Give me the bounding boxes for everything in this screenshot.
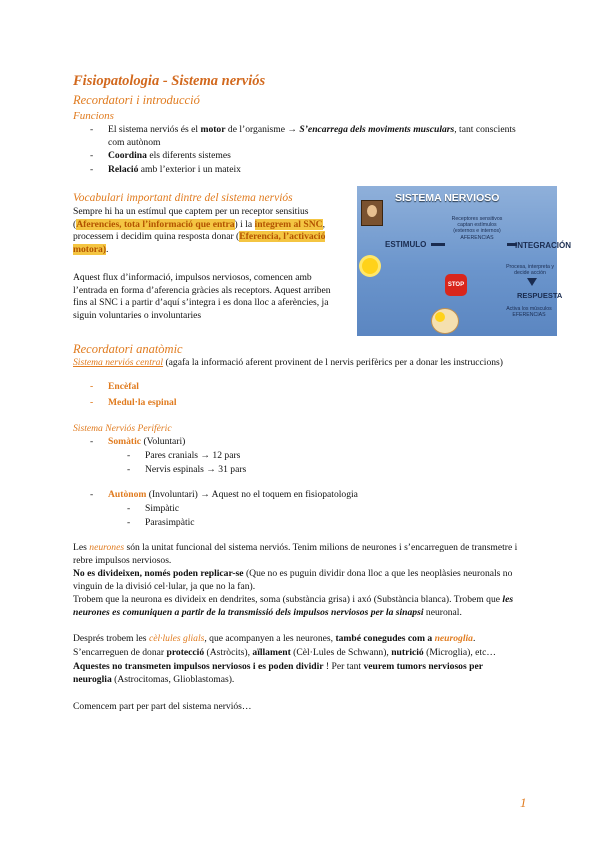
text-run: Sempre hi ha un estímul que captem per un receptor sensitius ( — [73, 206, 309, 230]
diagram-respuesta: RESPUESTA — [517, 291, 563, 300]
text-run: protecció — [166, 647, 205, 658]
neurones-paragraph-2 — [73, 568, 528, 593]
somatic-list — [145, 450, 246, 476]
funcions-item — [108, 124, 528, 149]
text-run: Després trobem les — [73, 633, 149, 644]
autonom-item: - Parasimpàtic — [145, 517, 195, 530]
neuroglia-word: neuroglia — [434, 633, 473, 644]
stop-label: STOP — [447, 282, 465, 288]
diagram-activa: Activa los músculos EFERENCIAS — [506, 306, 552, 319]
snc-list — [108, 381, 177, 409]
text-run: Aquestes no transmeten impulsos nerviosos i es poden dividir — [73, 661, 324, 672]
diagram-title: SISTEMA NERVIOSO — [395, 192, 500, 204]
text-run: (Astrocitomas, Glioblastomas). — [111, 673, 235, 685]
snc-item: - Medul·la espinal — [108, 397, 177, 410]
autonom-list — [145, 503, 195, 529]
highlight-eferencia: Eferencia, l’activació motora) — [73, 231, 326, 255]
text-run: , que acompanyen a les neurones, — [204, 633, 336, 644]
snc-label: Sistema nerviós central — [73, 357, 164, 368]
neurones-paragraph-5 — [73, 647, 528, 660]
text-run: ! Per tant — [323, 661, 364, 672]
funcions-item — [108, 150, 528, 163]
sistema-nervioso-diagram — [357, 186, 571, 336]
sun-icon — [362, 258, 378, 274]
face-icon — [431, 308, 459, 334]
text-run: amb l’exterior i un mateix — [138, 163, 241, 175]
snc-paragraph — [73, 357, 513, 370]
text-run: Coordina — [108, 150, 147, 162]
text-run: Trobem que la neurona es divideix en dendrites, soma (substància grisa) i axó (Substància blanca). Trobem que — [73, 594, 503, 605]
text-run: veurem tumors nerviosos per neuroglia — [73, 661, 483, 685]
text-run: Autònom — [108, 489, 147, 500]
snc-item: - Encèfal — [108, 381, 177, 394]
document-title: Fisiopatologia - Sistema nerviós — [73, 73, 266, 89]
autonom-item: - Simpàtic — [145, 503, 195, 516]
text-run: . — [106, 243, 109, 255]
text-run: de l’organisme → — [225, 124, 300, 135]
glials-word: cèl·lules glials — [148, 633, 205, 644]
neurones-word: neurones — [89, 542, 125, 553]
text-run: aïllament — [252, 647, 291, 658]
text-run: són la unitat funcional del sistema nerviós. Tenim milions de neurones i s’encarreguen de transmetre i rebre impulsos nerviosos. — [73, 542, 518, 566]
text-run: S’encarreguen de donar — [73, 647, 167, 658]
text-run: (Cèl·Lules de Schwann), — [290, 647, 392, 658]
page-number: 1 — [520, 795, 527, 810]
portrait-icon — [361, 200, 383, 226]
subheading-funcions: Funcions — [73, 110, 114, 122]
text-run: neuronal. — [423, 606, 462, 618]
text-run: motor — [200, 124, 226, 135]
sun-small-icon — [435, 312, 445, 322]
funcions-item — [108, 164, 528, 177]
vocab-paragraph-1 — [73, 206, 345, 256]
text-run: nutrició — [391, 647, 424, 658]
text-run: (Microglia), etc… — [423, 647, 496, 658]
neurones-paragraph-4 — [73, 633, 528, 646]
text-run: les neurones es comuniquen a partir de la transmissió dels impulsos nerviosos per la sinapsi — [73, 594, 514, 618]
arrow-icon — [431, 243, 445, 246]
snp-autonom — [108, 489, 468, 502]
stop-sign-icon — [445, 274, 467, 296]
section-heading-intro: Recordatori i introducció — [73, 93, 200, 107]
text-run: els diferents sistemes — [146, 150, 231, 162]
somatic-item: - Nervis espinals → 31 pars — [145, 464, 246, 477]
snp-somatic — [108, 436, 468, 449]
text-run: S’encarrega dels moviments musculars — [299, 124, 455, 135]
text-run: (Voluntari) — [141, 436, 186, 447]
text-run: (Que no es puguin dividir dona lloc a que les neoplàsies neuronals no vinguin de la divisió cel·lular, ja que no la fan). — [73, 568, 513, 592]
text-run: El sistema nerviós és el — [108, 124, 201, 135]
neurones-paragraph-6 — [73, 661, 493, 686]
somatic-item: - Pares cranials → 12 pars — [145, 450, 246, 463]
vocab-paragraph-2: Aquest flux d’informació, impulsos nerviosos, comencen amb l’entrada en forma d’aferencia gràcies als receptors. Aquest arriben fins al SNC i a partir d’aquí s’integra i es dona lloc a aferències, ja siguin voluntaries o involuntaries — [73, 272, 331, 321]
text-run: No es divideixen, només poden replicar-se — [73, 568, 244, 579]
diagram-estimulo: ESTIMULO — [385, 240, 427, 249]
text-run: , tant conscients com autònom — [108, 124, 516, 148]
snp-list — [108, 436, 468, 449]
funcions-list — [108, 124, 528, 176]
section-heading-vocab: Vocabulari important dintre del sistema nerviós — [73, 192, 293, 204]
closing-paragraph: Comencem part per part del sistema nerviós… — [73, 701, 252, 712]
diagram-receptores: Receptores sensitivos captan estímulos (externos e internos) AFERENCIAS — [451, 216, 503, 241]
highlight-aferencies: Aferencies, tota l’informació que entra — [76, 218, 235, 230]
diagram-integracion: INTEGRACIÓN — [515, 241, 571, 250]
text-run: . — [472, 633, 476, 644]
text-run: (Astròcits), — [204, 647, 253, 658]
text-run: Somàtic — [108, 436, 142, 447]
section-heading-anatomic: Recordatori anatòmic — [73, 342, 183, 356]
arrow-down-icon — [527, 278, 537, 286]
highlight-integrem: integrem al SNC — [254, 218, 323, 230]
snp-list-2 — [108, 489, 468, 502]
text-run: Relació — [108, 163, 139, 175]
text-run: (Involuntari) → Aquest no el toquem en fisiopatologia — [146, 489, 358, 500]
neurones-paragraph-1 — [73, 542, 528, 567]
diagram-procesa: Procesa, interpreta y decide acción — [506, 264, 554, 277]
text-run: Les — [73, 542, 90, 553]
neurones-paragraph-3 — [73, 594, 528, 619]
snp-label: Sistema Nerviós Perifèric — [73, 423, 172, 434]
text-run: ) i la — [234, 218, 255, 230]
text-run: també conegudes com a — [335, 633, 435, 644]
text-run: , processem i decidim quina resposta donar ( — [73, 218, 325, 243]
text-run: (agafa la informació aferent provinent de l nervis perifèrics per a donar les instruccions) — [163, 357, 503, 368]
